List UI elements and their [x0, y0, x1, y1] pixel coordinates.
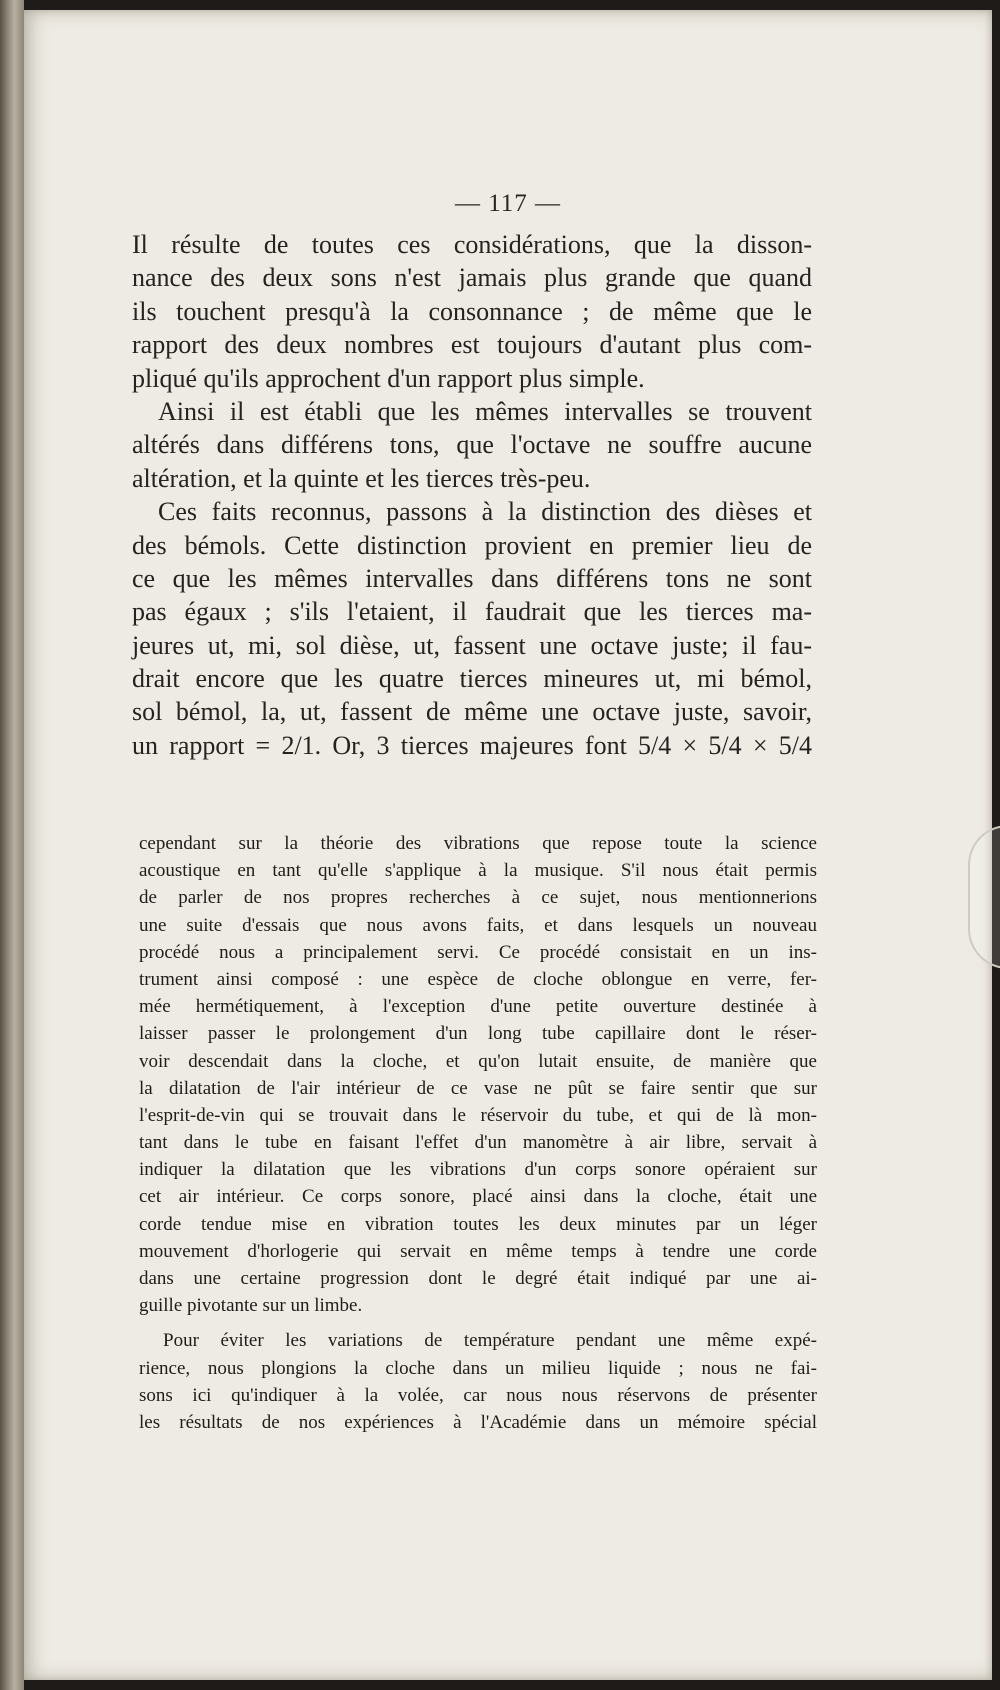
text-line: jeures ut, mi, sol dièse, ut, fassent une octave juste; il fau-: [132, 630, 812, 660]
book-page: [24, 10, 992, 1680]
footnote-line: procédé nous a principalement servi. Ce procédé consistait en un ins-: [139, 941, 817, 963]
footnote-line: corde tendue mise en vibration toutes les deux minutes par un léger: [139, 1213, 817, 1235]
footnote-line: acoustique en tant qu'elle s'applique à la musique. S'il nous était permis: [139, 860, 817, 882]
text-line: drait encore que les quatre tierces mineures ut, mi bémol,: [132, 664, 812, 694]
footnote-line: voir descendait dans la cloche, et qu'on lutait ensuite, de manière que: [139, 1050, 817, 1072]
text-line: nance des deux sons n'est jamais plus grande que quand: [132, 263, 812, 293]
footnote-line: dans une certaine progression dont le degré était indiqué par une ai-: [139, 1268, 817, 1289]
text-line: Il résulte de toutes ces considérations, que la disson-: [132, 230, 812, 259]
left-page-edge: [0, 0, 24, 1690]
text-line: Ces faits reconnus, passons à la distinction des dièses et: [158, 497, 812, 527]
text-line: altération, et la quinte et les tierces très-peu.: [132, 463, 591, 493]
text-line: ce que les mêmes intervalles dans différens tons ne sont: [132, 563, 812, 593]
text-line: des bémols. Cette distinction provient en premier lieu de: [132, 530, 812, 560]
footnote-line: la dilatation de l'air intérieur de ce vase ne pût se faire sentir que sur: [139, 1077, 817, 1099]
footnote-line: l'esprit-de-vin qui se trouvait dans le réservoir du tube, et qui de là mon-: [139, 1104, 817, 1126]
footnote-line: trument ainsi composé : une espèce de cloche oblongue en verre, fer-: [139, 968, 817, 990]
footnote-line: guille pivotante sur un limbe.: [139, 1295, 363, 1317]
footnote-line: les résultats de nos expériences à l'Académie dans un mémoire spécial: [139, 1411, 817, 1433]
footnote-line: laisser passer le prolongement d'un long tube capillaire dont le réser-: [139, 1023, 817, 1045]
text-line: pas égaux ; s'ils l'etaient, il faudrait que les tierces ma-: [132, 597, 812, 627]
footnote-line: cet air intérieur. Ce corps sonore, placé ainsi dans la cloche, était une: [139, 1186, 817, 1208]
text-line: pliqué qu'ils approchent d'un rapport plus simple.: [132, 363, 645, 393]
text-line: altérés dans différens tons, que l'octave ne souffre aucune: [132, 430, 812, 460]
footnote-line: une suite d'essais que nous avons faits, et dans lesquels un nouveau: [139, 914, 817, 936]
footnote-line: indiquer la dilatation que les vibrations d'un corps sonore opéraient sur: [139, 1159, 817, 1181]
footnote-line: sons ici qu'indiquer à la volée, car nous nous réservons de présenter: [139, 1384, 817, 1406]
footnote-line: Pour éviter les variations de température pendant une même expé-: [163, 1330, 817, 1352]
footnote-line: rience, nous plongions la cloche dans un milieu liquide ; nous ne fai-: [139, 1357, 817, 1379]
footnote-line: mouvement d'horlogerie qui servait en même temps à tendre une corde: [139, 1240, 817, 1262]
footnote-line: de parler de nos propres recherches à ce sujet, nous mentionnerions: [139, 887, 817, 909]
footnote-line: mée hermétiquement, à l'exception d'une petite ouverture destinée à: [139, 996, 817, 1018]
text-line: un rapport = 2/1. Or, 3 tierces majeures font 5/4 × 5/4 × 5/4: [132, 730, 812, 760]
text-line: rapport des deux nombres est toujours d'autant plus com-: [132, 330, 812, 360]
footnote-text-block: [139, 830, 817, 1436]
main-text-block: [132, 228, 812, 762]
footnote-line: cependant sur la théorie des vibrations que repose toute la science: [139, 833, 817, 854]
footnote-line: tant dans le tube en faisant l'effet d'un manomètre à air libre, servait à: [139, 1132, 817, 1154]
paragraph-gap: [139, 1319, 817, 1327]
page-tab-shadow: [968, 825, 1000, 969]
text-line: sol bémol, la, ut, fassent de même une octave juste, savoir,: [132, 697, 812, 727]
page-number: — 117 —: [454, 190, 562, 217]
text-line: Ainsi il est établi que les mêmes intervalles se trouvent: [158, 396, 812, 426]
text-line: ils touchent presqu'à la consonnance ; de même que le: [132, 296, 812, 326]
